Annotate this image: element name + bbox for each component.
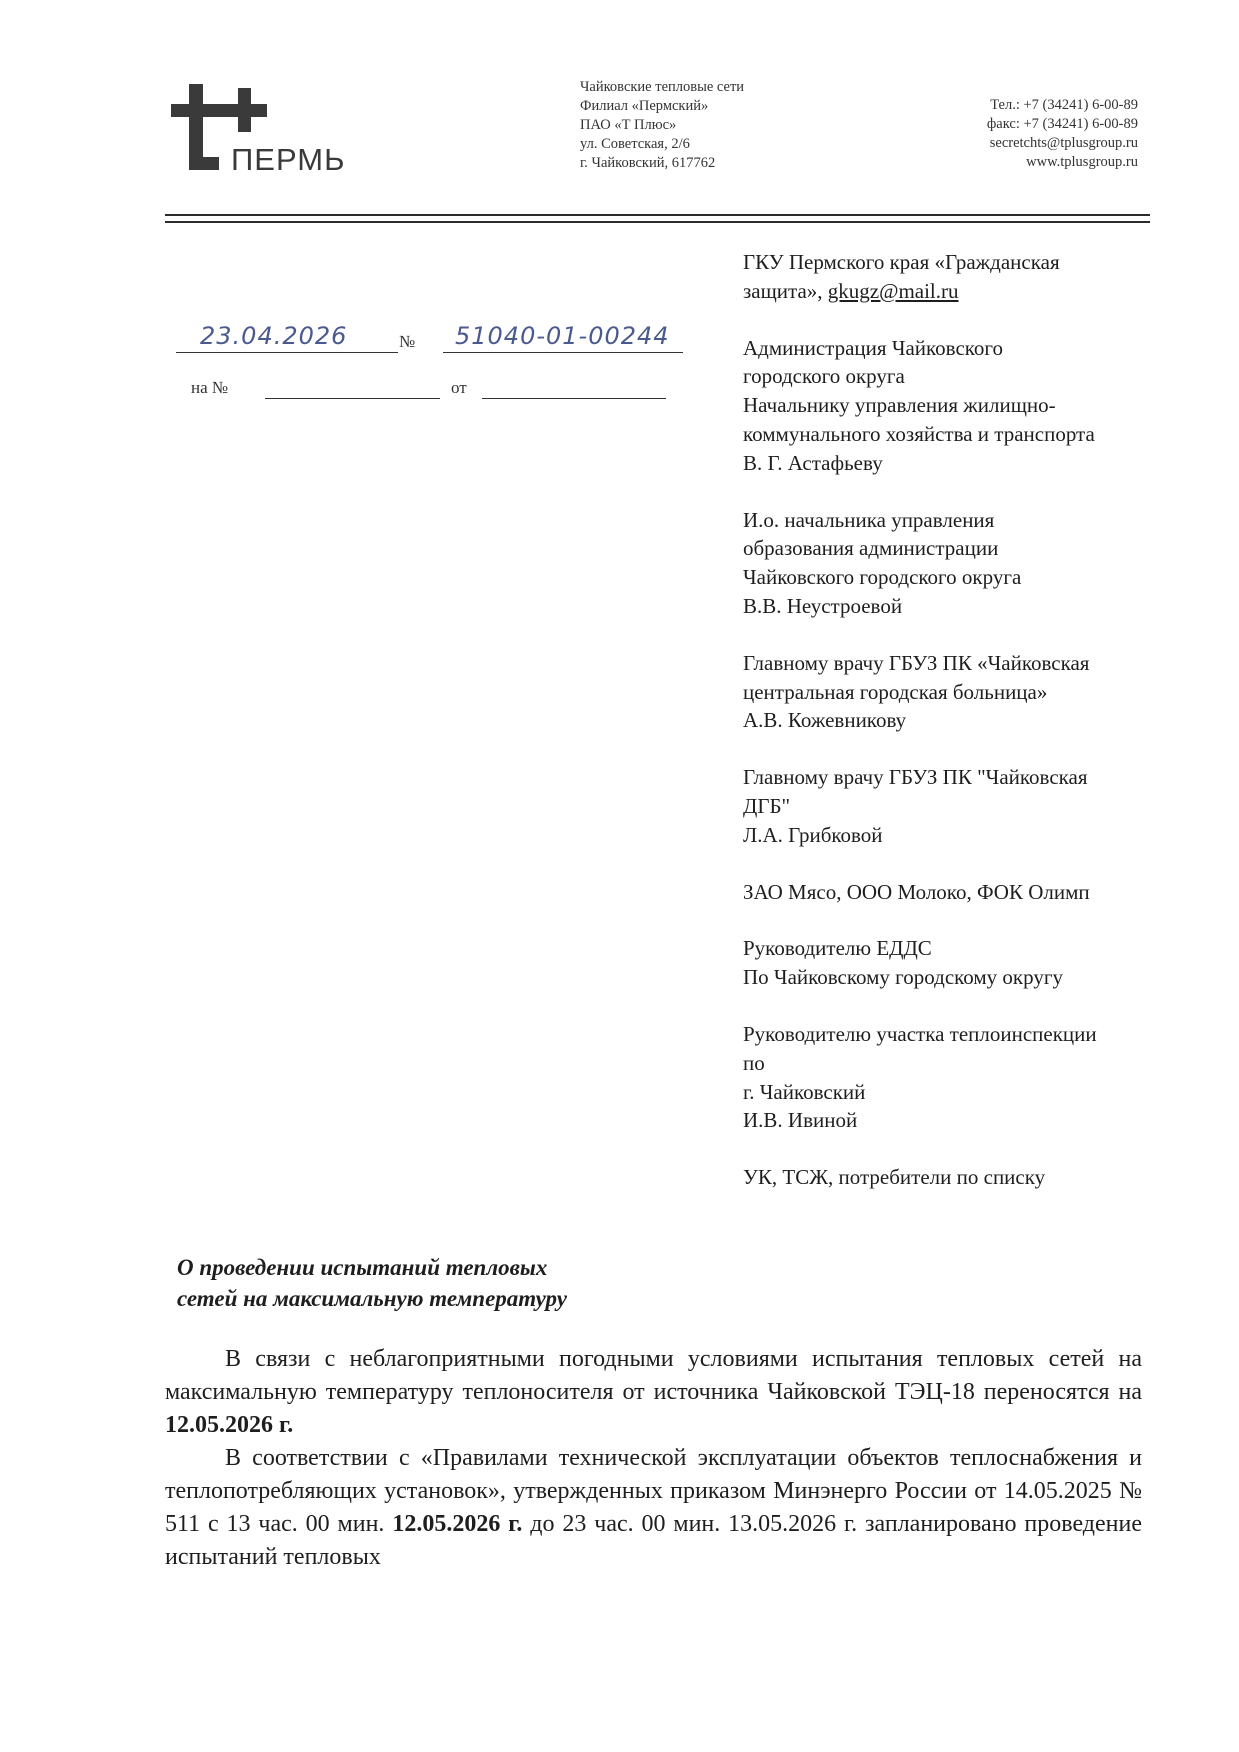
recipient-line: И.о. начальника управления [743, 507, 995, 532]
contact-fax: факс: +7 (34241) 6-00-89 [986, 116, 1138, 132]
number-underline [443, 352, 683, 353]
recipient-line: В. Г. Астафьеву [743, 450, 883, 475]
recipient-line: Начальнику управления жилищно- [743, 393, 1056, 418]
from-label: от [451, 378, 467, 397]
recipient-line: По Чайковскому городскому округу [743, 965, 1063, 990]
recipient-line: коммунального хозяйства и транспорта [743, 421, 1095, 446]
from-underline [482, 398, 666, 399]
recipient-line: А.В. Кожевникову [743, 708, 907, 733]
org-name: Чайковские тепловые сети [580, 79, 745, 95]
body-paragraph-1: В связи с неблагоприятными погодными условиями испытания тепловых сетей на максимальную температуру теплоносителя от источника Чайковской ТЭЦ-18 переносятся на 12.05.2026 г. [165, 1346, 1142, 1438]
letter-subject [177, 1252, 777, 1314]
organization-contacts [900, 96, 1138, 172]
contact-phone: Тел.: +7 (34241) 6-00-89 [990, 97, 1138, 113]
recipient-central-hospital [743, 649, 1173, 735]
recipient-edds [743, 934, 1173, 992]
date-underline [176, 352, 398, 353]
recipient-line: центральная городская больница» [743, 679, 1048, 704]
recipient-heat-inspection [743, 1020, 1173, 1135]
recipient-line: образования администрации [743, 536, 999, 561]
contact-email: secretchts@tplusgroup.ru [989, 135, 1138, 151]
org-branch: Филиал «Пермский» [580, 98, 709, 114]
letter-body [165, 1343, 1142, 1574]
test-start-date: 12.05.2026 г. [392, 1511, 523, 1537]
postponed-date: 12.05.2026 г. [165, 1412, 294, 1438]
recipient-children-hospital [743, 763, 1173, 849]
recipient-line: по [743, 1050, 765, 1075]
recipient-line: защита», gkugz@mail.ru [743, 278, 959, 303]
recipient-education [743, 506, 1173, 621]
recipient-line: Главному врачу ГБУЗ ПК «Чайковская [743, 650, 1090, 675]
recipient-line: ДГБ" [743, 793, 791, 818]
recipient-line: УК, ТСЖ, потребители по списку [743, 1165, 1046, 1190]
company-logo [165, 82, 365, 182]
handwritten-date: 23.04.2026 [200, 322, 348, 350]
recipient-line: г. Чайковский [743, 1079, 866, 1104]
header-divider-bottom [165, 221, 1150, 223]
org-company: ПАО «Т Плюс» [580, 117, 677, 133]
org-city: г. Чайковский, 617762 [580, 155, 716, 171]
recipient-civil-defense [743, 248, 1173, 306]
recipient-companies [743, 878, 1173, 907]
header-divider-top [165, 214, 1150, 216]
recipient-line: ЗАО Мясо, ООО Молоко, ФОК Олимп [743, 879, 1090, 904]
recipient-line: Администрация Чайковского [743, 335, 1003, 360]
recipient-line: Чайковского городского округа [743, 565, 1022, 590]
recipient-consumers [743, 1163, 1173, 1192]
organization-address [580, 78, 820, 173]
body-paragraph-2: В соответствии с «Правилами технической эксплуатации объектов теплоснабжения и теплопотребляющих установок», утвержденных приказом Минэнерго России от 14.05.2025 № 511 с 13 час. 00 мин. 12.05.2026 г. до 23 час. 00 мин. 13.05.2026 г. запланировано проведение испытаний тепловых [165, 1445, 1142, 1570]
recipients-block [743, 248, 1173, 1220]
recipient-line: И.В. Ивиной [743, 1108, 858, 1133]
ref-label: на № [191, 378, 229, 397]
recipient-line: В.В. Неустроевой [743, 593, 903, 618]
org-street: ул. Советская, 2/6 [580, 136, 690, 152]
ref-underline [265, 398, 440, 399]
handwritten-number: 51040-01-00244 [455, 322, 670, 350]
recipient-line: Руководителю ЕДДС [743, 936, 932, 961]
recipient-line: городского округа [743, 364, 905, 389]
recipient-administration [743, 334, 1173, 478]
logo-text: ПЕРМЬ [231, 142, 346, 177]
recipient-email-link[interactable]: gkugz@mail.ru [827, 278, 959, 303]
recipient-line: Л.А. Грибковой [743, 822, 883, 847]
contact-website: www.tplusgroup.ru [1026, 154, 1138, 170]
number-label: № [399, 332, 416, 351]
recipient-line: Главному врачу ГБУЗ ПК "Чайковская [743, 765, 1088, 790]
subject-line: О проведении испытаний тепловых [177, 1255, 548, 1280]
recipient-line: Руководителю участка теплоинспекции [743, 1021, 1097, 1046]
recipient-line: ГКУ Пермского края «Гражданская [743, 250, 1060, 274]
subject-line: сетей на максимальную температуру [177, 1286, 567, 1311]
